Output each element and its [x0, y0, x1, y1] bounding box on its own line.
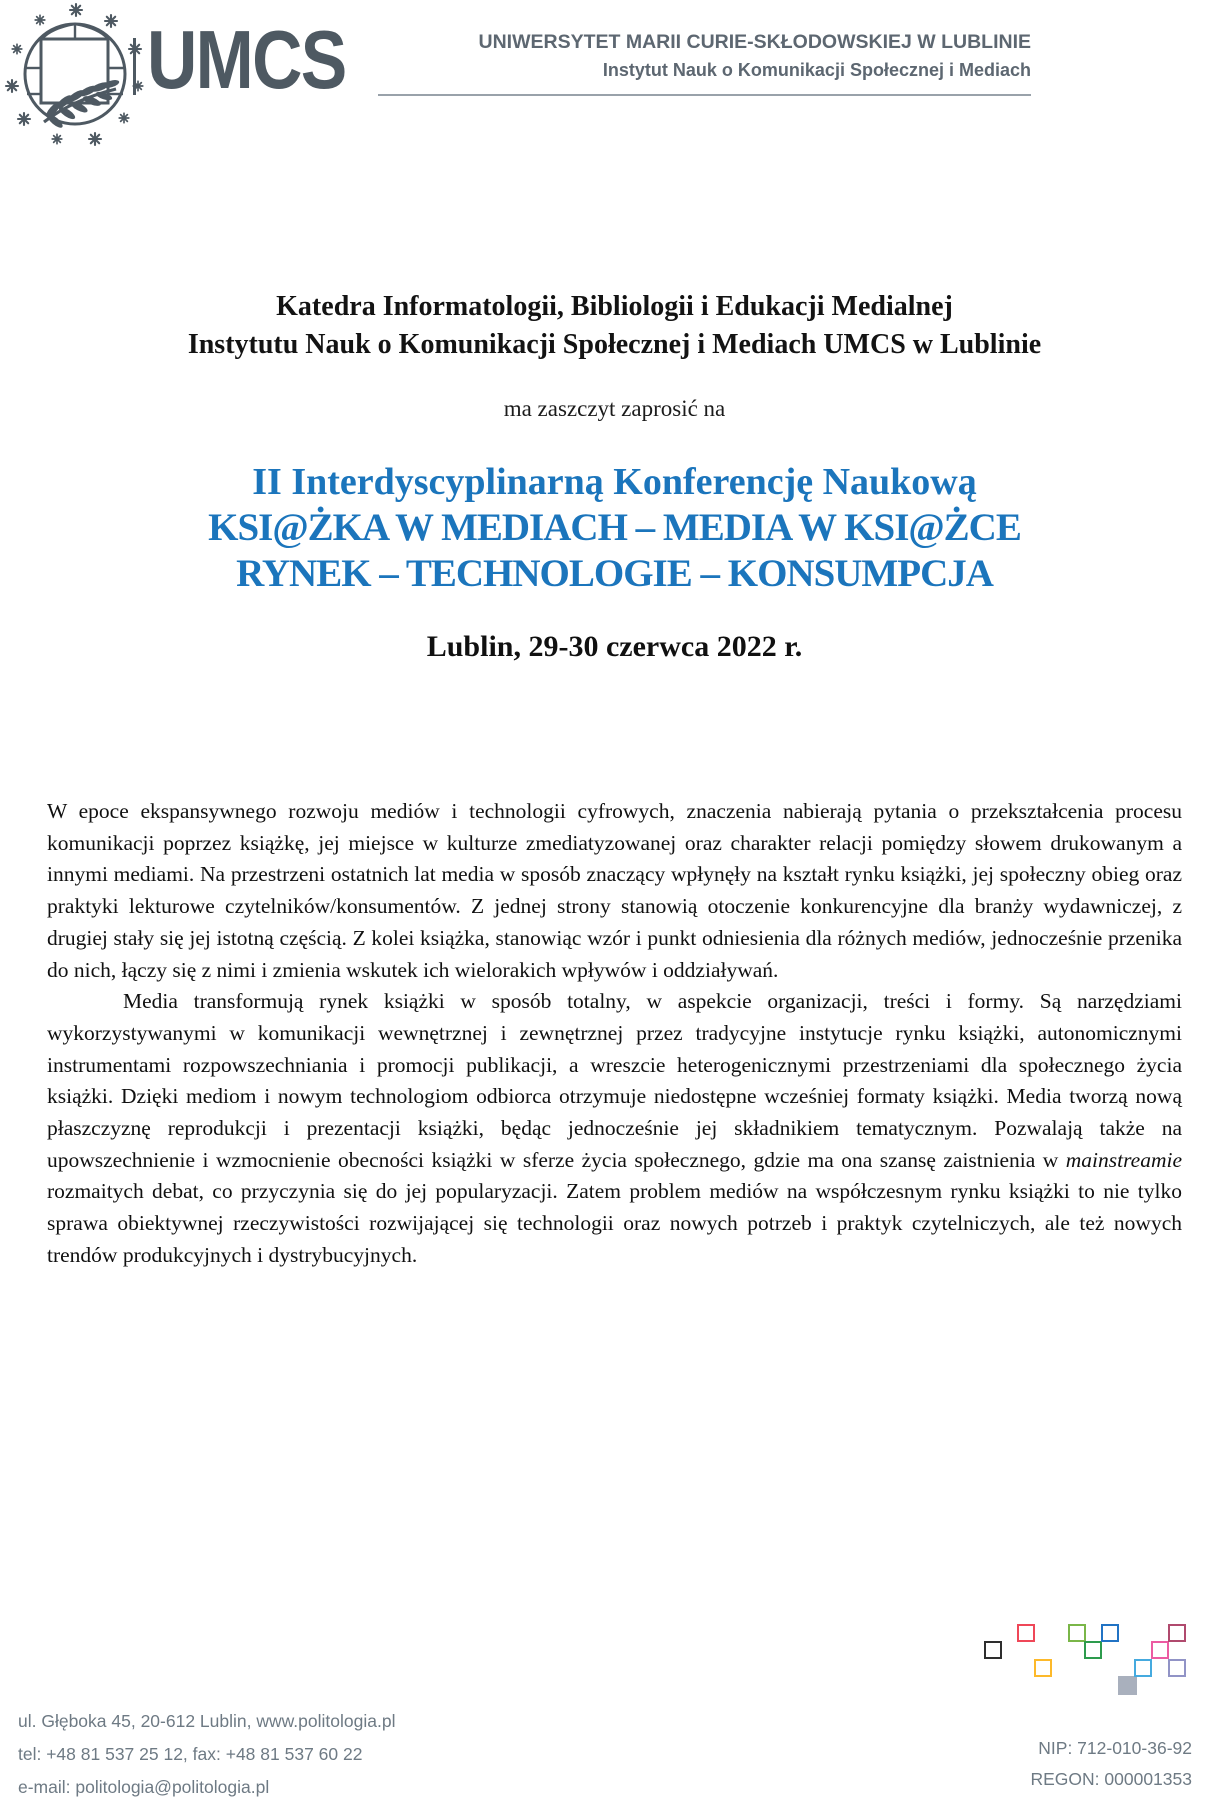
body-paragraph-2-part2: rozmaitych debat, co przyczynia się do jej popularyzacji. Zatem problem mediów na współczesnym rynku książki to nie tylko sprawa obiektywnej rzeczywistości rozwijającej się technologii oraz nowych potrzeb i praktyk czytelniczych, ale też nowych trendów produkcyjnych i dystrybucyjnych. [47, 1179, 1182, 1267]
conference-title-line3: RYNEK – TECHNOLOGIE – KONSUMPCJA [236, 552, 993, 595]
conference-date: Lublin, 29-30 czerwca 2022 r. [426, 630, 803, 663]
conference-title [47, 459, 1182, 597]
institute-name: Instytut Nauk o Komunikacji Społecznej i Mediach [602, 60, 1031, 80]
decor-square [1034, 1659, 1052, 1677]
body-paragraph-2-part1: Media transformują rynek książki w sposób totalny, w aspekcie organizacji, treści i formy. Są narzędziami wykorzystywanymi w komunikacji wewnętrznej i zewnętrznej przez tradycyjne instytucje rynku książki, autonomicznymi instrumentami rozpowszechniania i promocji publikacji, a wreszcie heterogenicznymi przestrzeniami dla społecznego życia książki. Dzięki mediom i nowym technologiom odbiorca otrzymuje niedostępne wcześniej formaty książki. Media tworzą nową płaszczyznę reprodukcji i prezentacji książki, będąc jednocześnie jej składnikiem tematycznym. Pozwalają także na upowszechnienie i wzmocnienie obecności książki w sferze życia społecznego, gdzie ma ona szansę zaistnienia w [47, 989, 1182, 1172]
umcs-logo-icon [4, 2, 150, 154]
issuer-title [47, 288, 1182, 364]
footer-contact [18, 1705, 395, 1800]
letterhead [479, 31, 1032, 81]
invitation-lead: ma zaszczyt zaprosić na [503, 396, 726, 421]
umcs-wordmark: UMCS [147, 13, 346, 106]
university-name: UNIWERSYTET MARII CURIE-SKŁODOWSKIEJ W LUBLINIE [478, 31, 1031, 53]
footer-phone: tel: +48 81 537 25 12, fax: +48 81 537 60 22 [18, 1744, 363, 1764]
decor-square [1118, 1676, 1137, 1695]
footer-email: e-mail: politologia@politologia.pl [18, 1777, 270, 1797]
decor-square [1134, 1659, 1152, 1677]
issuer-line1: Katedra Informatologii, Bibliologii i Edukacji Medialnej [276, 291, 953, 322]
decor-square [1084, 1641, 1102, 1659]
body-paragraph-2-italic: mainstreamie [1065, 1147, 1182, 1172]
decor-square [1068, 1624, 1086, 1642]
logo-divider [133, 38, 136, 95]
body-paragraph-2 [47, 986, 1182, 1271]
issuer-line2: Instytutu Nauk o Komunikacji Społecznej i Mediach UMCS w Lublinie [187, 329, 1042, 360]
decor-square [1151, 1641, 1169, 1659]
footer-registry [1031, 1733, 1193, 1795]
conference-title-line1: II Interdyscyplinarną Konferencję Naukową [252, 461, 977, 503]
decor-square [1168, 1659, 1186, 1677]
decor-square [1017, 1624, 1035, 1642]
footer-nip: NIP: 712-010-36-92 [1038, 1738, 1192, 1758]
header-rule [378, 94, 1031, 96]
body-text [47, 796, 1182, 1272]
footer-regon: REGON: 000001353 [1030, 1769, 1192, 1789]
decor-square [1168, 1624, 1186, 1642]
conference-title-line2: KSI@ŻKA W MEDIACH – MEDIA W KSI@ŻCE [208, 506, 1021, 549]
decor-square [984, 1641, 1002, 1659]
footer-address: ul. Głęboka 45, 20-612 Lublin, www.politologia.pl [18, 1711, 396, 1731]
body-paragraph-1: W epoce ekspansywnego rozwoju mediów i technologii cyfrowych, znaczenia nabierają pytania o przekształcenia procesu komunikacji poprzez książkę, jej miejsce w kulturze zmediatyzowanej oraz charakter relacji pomiędzy słowem drukowanym a innymi mediami. Na przestrzeni ostatnich lat media w sposób znaczący wpłynęły na kształt rynku książki, jej społeczny obieg oraz praktyki lekturowe czytelników/konsumentów. Z jednej strony stanowią otoczenie konkurencyjne dla branży wydawniczej, z drugiej stały się jej istotną częścią. Z kolei książka, stanowiąc wzór i punkt odniesienia dla różnych mediów, jednocześnie przenika do nich, łączy się z nimi i zmienia wskutek ich wielorakich wpływów i oddziaływań. [47, 799, 1182, 982]
decor-square [1101, 1624, 1119, 1642]
